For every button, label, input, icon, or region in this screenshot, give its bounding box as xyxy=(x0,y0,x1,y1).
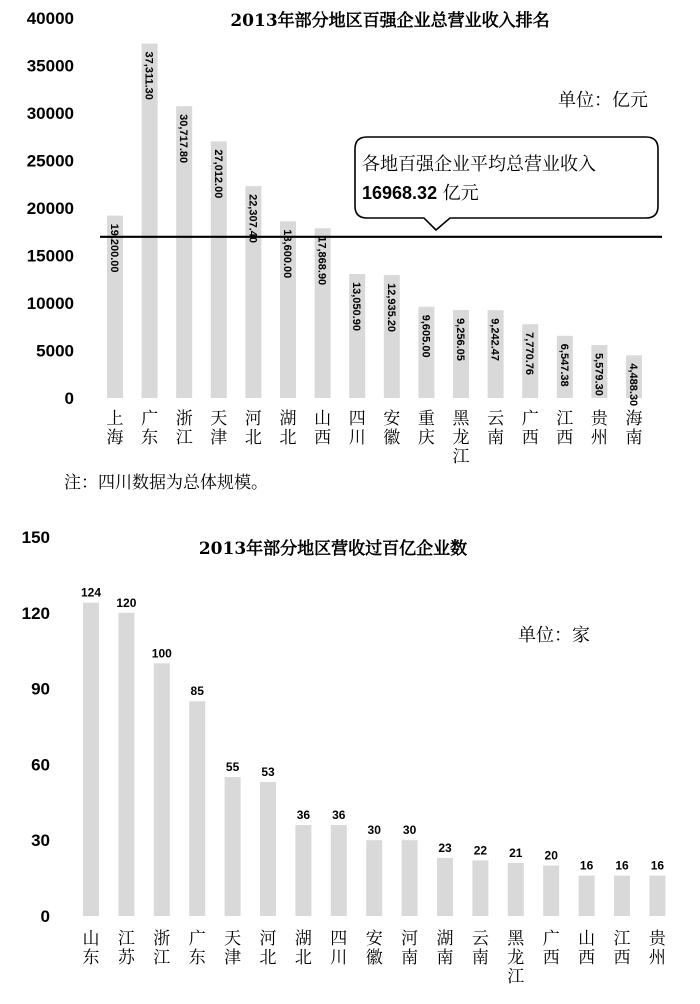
x-tick-label: 东 xyxy=(188,948,206,968)
data-label: 120 xyxy=(116,595,137,610)
x-tick-label: 湖 xyxy=(436,929,454,949)
x-tick-label: 广 xyxy=(542,929,560,949)
x-tick-label: 重 xyxy=(417,409,435,429)
bar xyxy=(366,840,382,916)
data-label: 27,012.00 xyxy=(211,149,224,199)
data-label: 9,256.05 xyxy=(454,318,466,361)
x-tick-label: 江 xyxy=(613,929,631,949)
x-tick-label: 龙 xyxy=(507,948,525,968)
x-tick-label: 天 xyxy=(210,409,228,429)
x-tick-label: 龙 xyxy=(452,428,470,448)
data-label: 6,547.38 xyxy=(557,343,570,387)
data-label: 100 xyxy=(151,646,172,661)
unit-label: 单位：家 xyxy=(518,625,590,646)
x-tick-label: 云 xyxy=(471,929,489,949)
unit-label: 单位：亿元 xyxy=(558,90,648,111)
x-tick-label: 西 xyxy=(314,428,332,448)
data-label: 16 xyxy=(650,858,665,873)
bar xyxy=(649,876,665,916)
bar xyxy=(189,701,205,916)
x-tick-label: 州 xyxy=(590,428,608,448)
x-tick-label: 西 xyxy=(521,428,539,448)
y-tick-label: 40000 xyxy=(26,9,74,28)
data-label: 85 xyxy=(190,684,204,699)
data-label: 20 xyxy=(544,848,558,863)
x-tick-label: 西 xyxy=(578,948,596,968)
bar xyxy=(508,863,524,916)
y-tick-label: 0 xyxy=(40,907,50,926)
data-label: 16 xyxy=(615,858,629,873)
data-label: 36 xyxy=(296,808,311,823)
average-callout-text: 各地百强企业平均总营业收入 xyxy=(362,154,596,175)
x-tick-label: 黑 xyxy=(507,929,525,949)
x-tick-label: 浙 xyxy=(153,929,171,949)
y-tick-label: 90 xyxy=(31,679,50,699)
data-label: 9,605.00 xyxy=(419,314,432,358)
y-tick-label: 20000 xyxy=(26,199,74,218)
x-tick-label: 西 xyxy=(542,948,560,968)
bar xyxy=(83,603,99,916)
y-tick-label: 15000 xyxy=(26,246,74,266)
data-label: 21 xyxy=(509,845,523,860)
data-label: 13,050.90 xyxy=(350,282,363,331)
x-tick-label: 西 xyxy=(613,948,631,968)
x-tick-label: 贵 xyxy=(648,929,666,949)
x-tick-label: 广 xyxy=(188,929,206,949)
x-tick-label: 江 xyxy=(153,948,171,968)
x-tick-label: 天 xyxy=(224,929,242,949)
x-tick-label: 川 xyxy=(330,948,348,968)
x-tick-label: 安 xyxy=(383,409,401,429)
data-label: 55 xyxy=(225,760,240,775)
y-tick-label: 25000 xyxy=(26,151,74,171)
x-tick-label: 州 xyxy=(648,948,666,968)
x-tick-label: 江 xyxy=(507,967,525,987)
data-label: 22,307.40 xyxy=(246,194,259,244)
y-tick-label: 30000 xyxy=(26,104,74,123)
y-tick-label: 120 xyxy=(21,603,50,623)
x-tick-label: 湖 xyxy=(279,409,297,429)
data-label: 30 xyxy=(402,823,417,838)
x-tick-label: 南 xyxy=(625,428,643,448)
x-tick-label: 东 xyxy=(141,428,159,448)
chart-title: 2013年部分地区百强企业总营业收入排名 xyxy=(230,11,550,31)
data-label: 4,488.30 xyxy=(627,363,639,407)
data-label: 16 xyxy=(579,858,594,873)
bar xyxy=(402,840,418,916)
data-label: 37,311.30 xyxy=(142,51,155,100)
bar xyxy=(614,876,630,916)
x-tick-label: 江 xyxy=(452,447,470,467)
bar xyxy=(260,782,276,916)
bar xyxy=(543,865,559,916)
x-tick-label: 川 xyxy=(348,428,366,448)
bar xyxy=(331,825,347,916)
x-tick-label: 徽 xyxy=(383,428,401,448)
x-tick-label: 北 xyxy=(259,948,277,968)
x-tick-label: 广 xyxy=(521,409,539,429)
average-callout-value: 16968.32 亿元 xyxy=(362,183,479,204)
x-tick-label: 黑 xyxy=(452,409,470,429)
x-tick-label: 安 xyxy=(365,929,383,949)
x-tick-label: 津 xyxy=(224,948,242,968)
data-label: 12,935.20 xyxy=(384,283,397,333)
x-tick-label: 贵 xyxy=(590,409,608,429)
data-label: 19,200.00 xyxy=(108,223,120,273)
x-tick-label: 徽 xyxy=(365,948,383,968)
x-tick-label: 北 xyxy=(294,948,312,968)
x-tick-label: 北 xyxy=(279,428,297,448)
data-label: 36 xyxy=(332,808,346,823)
y-tick-label: 60 xyxy=(31,755,50,775)
x-tick-label: 河 xyxy=(259,929,277,949)
data-label: 5,579.30 xyxy=(592,352,605,396)
data-label: 18,600.00 xyxy=(281,229,293,279)
x-tick-label: 南 xyxy=(436,948,454,968)
data-label: 7,770.76 xyxy=(523,332,536,376)
data-label: 9,242.47 xyxy=(488,318,501,362)
x-tick-label: 江 xyxy=(175,428,193,448)
x-tick-label: 浙 xyxy=(175,409,193,429)
x-tick-label: 苏 xyxy=(117,948,135,968)
x-tick-label: 山 xyxy=(578,929,596,949)
x-tick-label: 四 xyxy=(348,409,366,429)
y-tick-label: 5000 xyxy=(36,341,74,361)
x-tick-label: 上 xyxy=(106,409,124,429)
x-tick-label: 海 xyxy=(625,409,643,429)
footnote: 注：四川数据为总体规模。 xyxy=(64,473,268,493)
x-tick-label: 东 xyxy=(82,948,100,968)
data-label: 17,868.90 xyxy=(315,236,328,286)
x-tick-label: 庆 xyxy=(417,428,435,448)
y-tick-label: 30 xyxy=(31,831,50,851)
chart-title: 2013年部分地区营收过百亿企业数 xyxy=(198,539,468,559)
bar xyxy=(295,825,311,916)
x-tick-label: 广 xyxy=(141,409,159,429)
x-tick-label: 南 xyxy=(471,948,489,968)
data-label: 30,717.80 xyxy=(177,114,190,164)
y-tick-label: 150 xyxy=(21,528,50,547)
x-tick-label: 南 xyxy=(401,948,419,968)
x-tick-label: 北 xyxy=(244,428,262,448)
x-tick-label: 湖 xyxy=(294,929,312,949)
x-tick-label: 津 xyxy=(210,428,228,448)
x-tick-label: 河 xyxy=(244,409,262,429)
x-tick-label: 江 xyxy=(556,409,574,429)
y-tick-label: 35000 xyxy=(26,56,74,76)
data-label: 53 xyxy=(261,765,275,780)
x-tick-label: 海 xyxy=(106,428,124,448)
x-tick-label: 云 xyxy=(487,409,505,429)
bar xyxy=(472,860,488,916)
bar xyxy=(225,777,241,916)
data-label: 30 xyxy=(367,823,381,838)
bar xyxy=(437,858,453,916)
x-tick-label: 南 xyxy=(487,428,505,448)
x-tick-label: 河 xyxy=(401,929,419,949)
x-tick-label: 山 xyxy=(314,409,332,429)
y-tick-label: 10000 xyxy=(26,294,74,313)
data-label: 124 xyxy=(80,585,102,600)
y-tick-label: 0 xyxy=(64,389,74,408)
bar xyxy=(118,613,134,916)
x-tick-label: 江 xyxy=(117,929,135,949)
data-label: 22 xyxy=(473,843,488,858)
data-label: 23 xyxy=(438,840,452,855)
x-tick-label: 四 xyxy=(330,929,348,949)
x-tick-label: 西 xyxy=(556,428,574,448)
x-tick-label: 山 xyxy=(82,929,100,949)
bar xyxy=(154,663,170,916)
bar xyxy=(579,876,595,916)
